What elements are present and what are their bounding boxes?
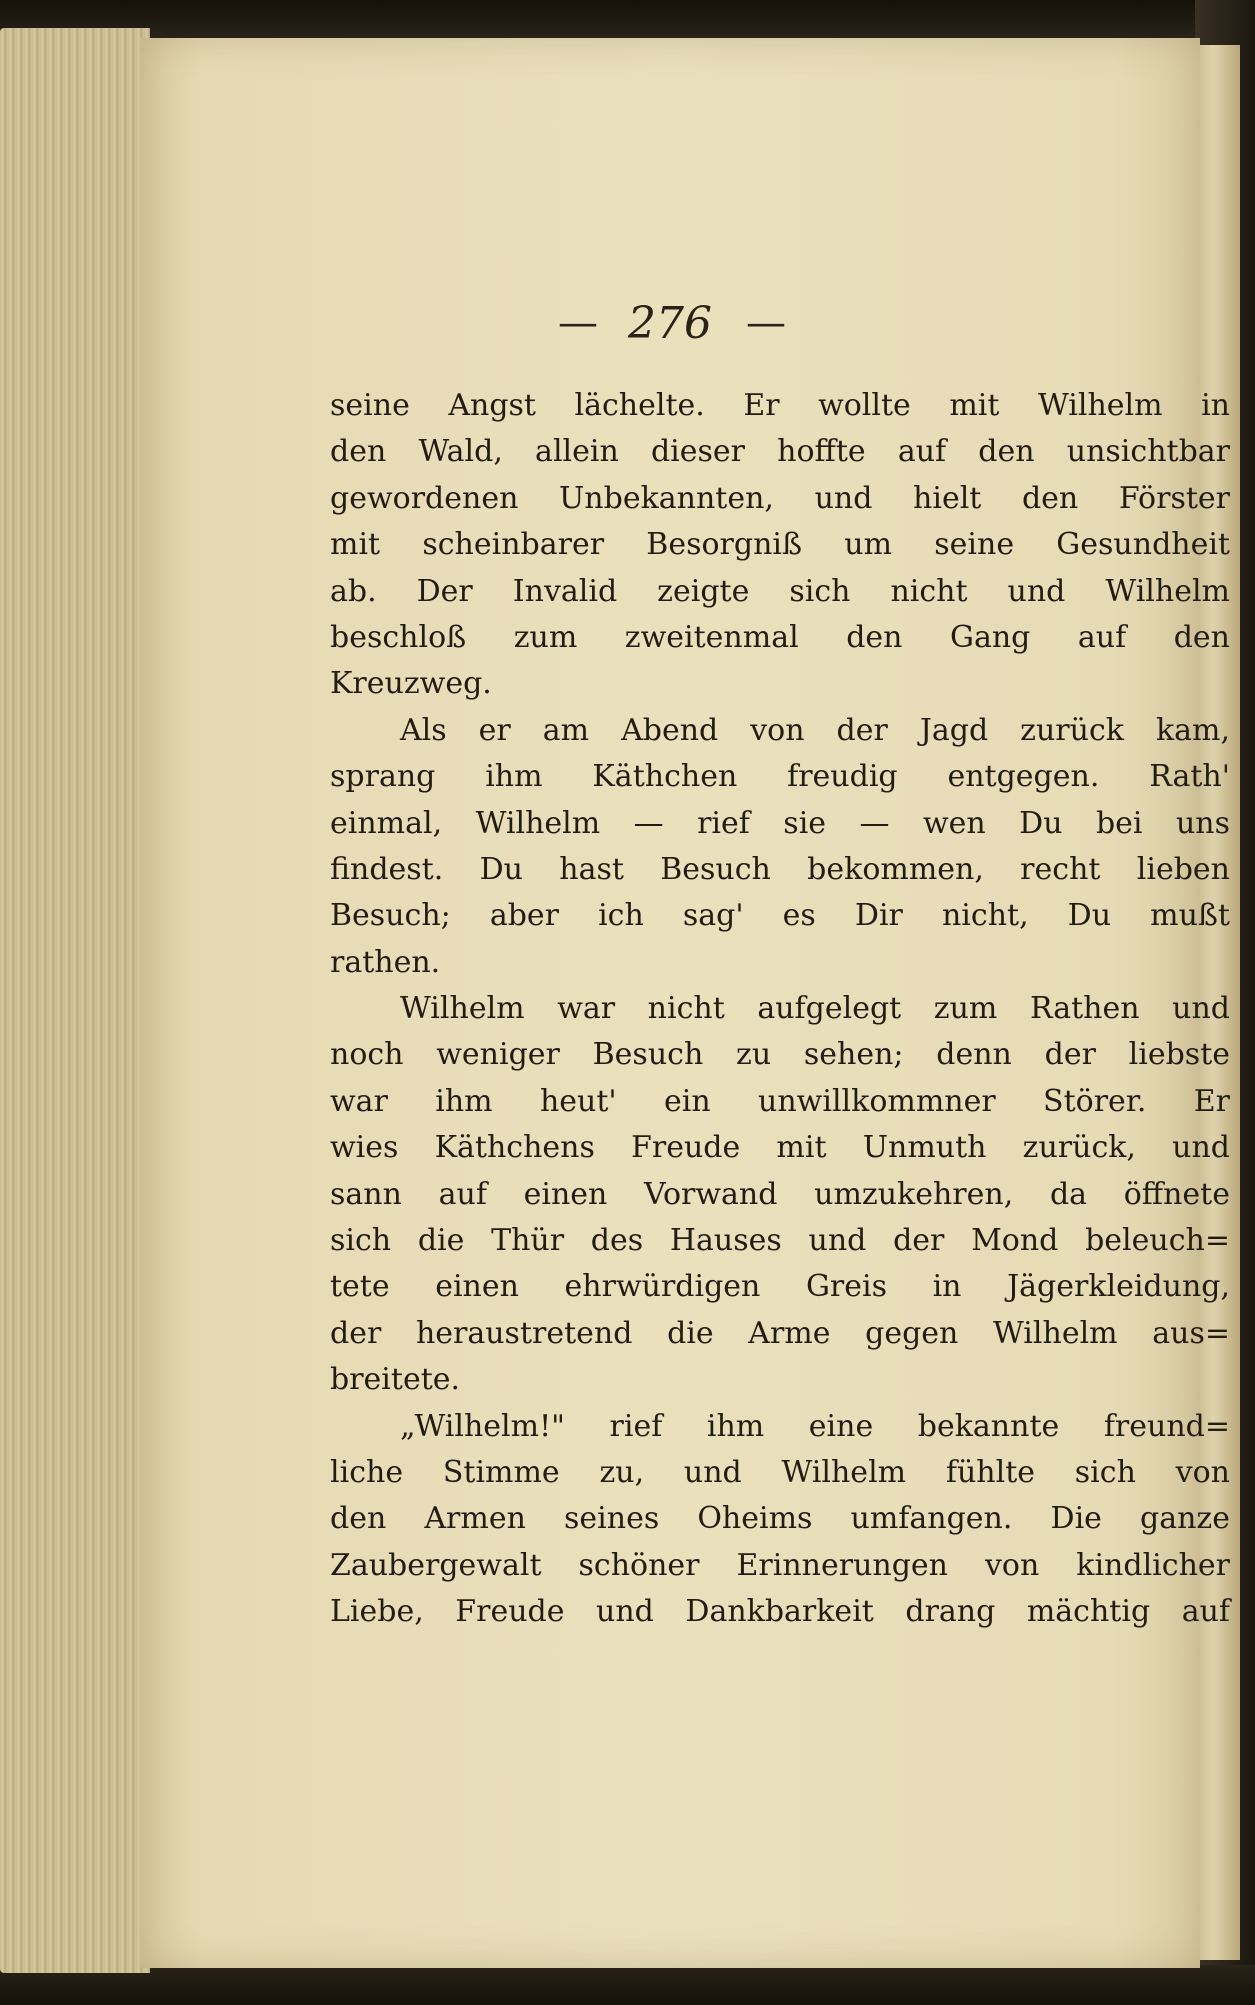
text-line: den Armen seines Oheims umfangen. Die ganze [330,1501,1230,1537]
text-line: gewordenen Unbekannten, und hielt den Förster [330,480,1230,516]
text-line: den Wald, allein dieser hoffte auf den unsichtbar [330,434,1230,470]
body-text [330,383,1230,1636]
text-line: Zaubergewalt schöner Erinnerungen von kindlicher [330,1547,1230,1583]
header-dash-left: — [558,300,594,346]
text-line: Kreuzweg. [330,666,492,702]
page-number: 276 [628,297,712,349]
text-line: ab. Der Invalid zeigte sich nicht und Wilhelm [330,573,1230,609]
text-line: „Wilhelm!" rief ihm eine bekannte freund= [400,1408,1230,1444]
book-page [140,38,1230,1968]
text-line: breitete. [330,1362,461,1398]
text-line: liche Stimme zu, und Wilhelm fühlte sich von [330,1454,1230,1490]
text-line: wies Käthchens Freude mit Unmuth zurück, und [330,1130,1230,1166]
header-dash-right: — [745,300,782,346]
text-line: findest. Du hast Besuch bekommen, recht lieben [330,851,1230,887]
text-line: einmal, Wilhelm — rief sie — wen Du bei uns [330,805,1230,841]
text-line: Wilhelm war nicht aufgelegt zum Rathen und [400,991,1230,1027]
text-line: Liebe, Freude und Dankbarkeit drang mächtig auf [330,1594,1230,1630]
left-page-stack [0,28,150,1973]
text-line: noch weniger Besuch zu sehen; denn der liebste [330,1037,1230,1073]
book-cover-top-edge [0,0,1255,40]
text-line: Als er am Abend von der Jagd zurück kam, [400,712,1230,748]
text-line: sich die Thür des Hauses und der Mond beleuch= [330,1223,1230,1259]
page-header [140,288,1200,358]
text-line: mit scheinbarer Besorgniß um seine Gesundheit [330,527,1230,563]
book-cover-bottom-edge [0,1965,1255,2005]
text-line: tete einen ehrwürdigen Greis in Jägerkleidung, [330,1269,1230,1305]
text-line: seine Angst lächelte. Er wollte mit Wilhelm in [330,388,1230,423]
text-line: beschloß zum zweitenmal den Gang auf den [330,619,1230,655]
text-line: sann auf einen Vorwand umzukehren, da öffnete [330,1176,1230,1212]
text-line: rathen. [330,944,441,980]
text-line: der heraustretend die Arme gegen Wilhelm aus= [330,1315,1230,1351]
text-line: war ihm heut' ein unwillkommner Störer. Er [330,1083,1230,1119]
text-line: Besuch; aber ich sag' es Dir nicht, Du mußt [330,898,1230,934]
text-line: sprang ihm Käthchen freudig entgegen. Rath' [330,759,1230,795]
